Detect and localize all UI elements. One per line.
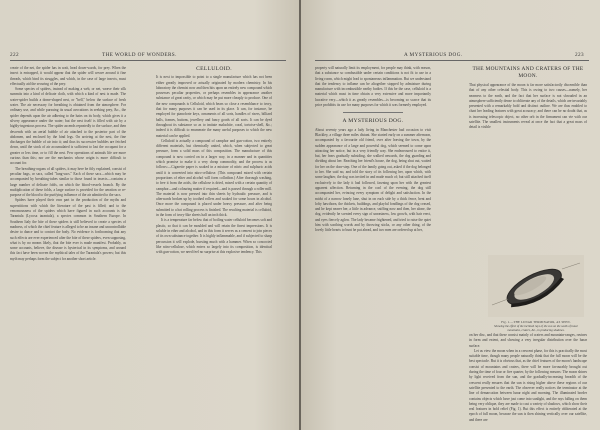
paragraph: property will naturally limit its employment, for people may think, with reason, that a substance so combustible under certain conditions is not fit to use in a living room, which might lead to spontaneous inflammation. But we understand that the tendency to inflame can be altogether stopped by admixture during manufacture with incombustible earthy bodies. If this be the case, celluloid is a material which must in time obtain a very extensive and more importantly lucrative very—which it as greatly resembles—is becoming so scarce that its price prohibits its use for many purposes for which it was formerly employed.	[315, 66, 431, 108]
paragraph: Celluloid is actually a compound of camphor and gun-cotton, two entirely different materials, but chemically united, which, when subjected to great pressure, form a solid mass of this composition. The manufacture of this compound is now carried on in a larger way, in a manner and in quantities which promise to make it a very cheap commodity, and the process is as follows:—Cigarette paper is soaked in a mixture of nitric and sulphuric acids until it is converted into nitro-cellulose. (This compound mixed with certain proportions of ether and alcohol will form collodion.) After thorough washing, to free it from the acids, the cellulose is dried, mixed with a certain quantity of camphor—and colouring matter if required—and is passed through a roller mill. The material is now pressed into thin sheets by hydraulic pressure, and is afterwards broken up by toothed rollers and soaked for some hours in alcohol. Once more the compound is placed under heavy pressure, and after being submitted to a hot rolling process is finished. The resulting material is celluloid, in the form of ivory-like sheets half an inch thick.	[156, 138, 272, 218]
section-heading-celluloid: CELLULOID.	[196, 66, 232, 72]
paragraph: About seventy years ago a lady living in Manchester had occasion to visit Blackley, a village three miles distant. She started early on a summer afternoon, accompanied by a favourite old friend, over after leaving the town, by the sudden appearance of a large and powerful dog, which seemed to come upon attracting her notice, but in a very friendly way. She endeavoured to entice it, but, her fears gradually subsiding, she walked onwards, the dog guarding and dividing about her. Reaching her friend's house, the dog, being shut out, waited for her on the door-step. One of the family going out, asked if the dog belonged to her. She said no, and told the story of its following her, upon which, with some laughter, the dog was invited in and made much of; but still attached itself exclusively to the lady it had followed, fawning upon her with the greatest apparent affection. Returning in the cool of the evening, the dog still accompanied her, evincing every symptom of delight and satisfaction. In the midst of a narrow lonely lane, shut in on each side by a thick fence, bent and lofty hawthorn, the thickets, buildings, and playful fondlings of the dog ceased, and he kept nearer her, a little in advance, sniffing now and then, her alone, the dog, evidently he scented every sign of uneasiness, low growls, with hair erect, and eyes fiercely aglow. The lady became frightened, and tried to raise the quiet him with soothing words and by throwing sticks, or any other thing, of the lovely little hearts to bunt he put ahead, and two men are ordered up at her,	[315, 127, 431, 233]
paragraph: Let us view the moon when in a crescent phase, for this is practically the most suitable time, though many people naturally think that the full moon will be the best spectacle. But it is obvious that, as the chief features of the moon's landscape consist of mountains and craters, there will be more favourably brought out during the time of four or five quarter, by the following reasons: The moon shines by light received from the sun, and the gradually-increasing breadth of the crescent really ensures that the sun is rising higher above these regions of our satellite presented to the earth. The observer really notices the terminator at the line of demarcation between lunar night and morning. The illuminated border contains objects which have just come into sunlight, and the rays falling on them being very oblique, they are made to cast a variety of shadows, which show their real features in bold relief (Fig. 1). But this effect is entirely obliterated at the epoch of full moon, because the sun is then shining vertically over our satellite, and there are	[469, 348, 587, 422]
paragraph: It is a temperature far below that of boiling water celluloid becomes soft and plastic, so that it can be moulded and will retain the finest impressions. It is soluble in ether and alcohol, and in this form it serves as a cement to join pieces of its own substance together. It is highly inflammable, and if subjected to sharp percussion it will explode, bursting much with a hammer. When so concocted like nitro-cellulose, which enters so largely into its composition, is identical with gun-cotton, we need feel no surprise at this explosive tendency. This	[156, 218, 272, 255]
left-running-head: THE WORLD OF WONDERS.	[102, 52, 177, 58]
right-page	[301, 0, 600, 430]
left-column-2	[156, 66, 272, 414]
left-column-1	[10, 66, 126, 414]
paragraph: create of the net, the spider has in wait, head down-wards, for prey. When the insect is entrapped, it would appear that the spider will weave around it fine threads, which bind its struggles, and which, in the case of large insects, must effectually aid the securing of the prey.	[10, 66, 126, 86]
header-rule	[10, 60, 286, 61]
left-page	[0, 0, 299, 430]
section-heading-moon: THE MOUNTAINS AND CRATERS OF THE MOON.	[472, 66, 584, 79]
paragraph: Spiders have played their own part in the production of the myths and superstitions with which the literature of the past is filled; and to the venomousness of the spiders which have figured in such accounts is the Tarantula (Lycosa tarantula), a species common in Southern Europe. In Southern Italy the bite of these spiders is still believed to create a species of madness, of which the chief feature is alleged to be an insane and uncontrollable desire to dance and to contort the body. No evidence is forthcoming that any such effects are ever experienced after the bite of these spiders, even supposing, what is by no means likely, that the bite ever is made manifest. Probably, as some accounts, believe, the disease is hysterical in its symptoms, and around this fact have been woven the mythical tales of the Tarantula's powers; but this myth may perhaps form the subject for another short article.	[10, 198, 126, 261]
paragraph: Some species of spiders, instead of making a web, or net, weave their silk summits into a kind of delicate cloth, with which a kind of nest is made. The water-spider builds a dome-shaped nest, or "bell," below the surface of fresh water. The air necessary for breathing is obtained from the atmosphere. For ordinary use, and while pursuing its usual avocations in seeking prey, &c., the spider depends upon the air adhering to the hairs on its body, which gives it a silvery appearance under the water; but the nest itself is filled with air by a highly-ingenious process. The spider ascends repeatedly to the surface, and then descends with an aerial bubble of air attached to the posterior part of the abdomen, and enclosed by the hind legs. On arriving at the nest, the fine discharges the bubble of air into it; and thus its successive bubbles are fetched down, until the stock of air accumulated is sufficient to last the occupant for a greater or less time, or to fill the nest. Few operations of animals life are more curious than this; nor are the mechanics whose origin is more difficult to account for.	[10, 87, 126, 166]
figure-caption-description: Showing the effect of the inclined rays of the sun on the walls of lunar mountains, craters, &c., in producing shadows.	[494, 324, 578, 332]
right-running-head: A MYSTERIOUS DOG.	[404, 52, 463, 58]
right-page-number: 223	[575, 52, 584, 58]
paragraph: It is next to impossible to point to a single manufacture which has not been either greatly improved or actually originated by modern chemistry. In his laboratory the chemist now and then hits upon an entirely new compound which possesses peculiar properties, or perhaps resembles in appearance another substance of great rarity, or which may be put more cheaply to produce. One of the new compounds is Celluloid, which bears so close a resemblance to ivory, that for many purposes it can be used in its place. It can, for instance, be employed for pianoforte keys, ornaments of all sorts, handles of risers, billiard balls, frames, buttons, jewellery and fancy goods of all sorts. It can be dyed throughout its substance so as to imitate malachite, coral, tortoise-shell, &c.; indeed it is difficult to enumerate the many useful purposes to which the new material can be applied.	[156, 75, 272, 138]
lunar-terminator-illustration	[488, 255, 584, 317]
figure-caption	[488, 320, 584, 332]
header-rule	[315, 60, 589, 61]
paragraph: That physical appearance of the moon is far more satisfactorily discernible than that of any other celestial body. This is owing to two causes—namely, her nearness to the earth, and the fact that her surface is not shrouded in an atmosphere sufficiently dense to obliterate any of the details, which are invariably presented with a remarkably bold and distinct outline. We are thus enabled to chart her leading features with great accuracy; and there can be no doubt that, as is increasing telescopic object, no other orb in the firmament can vie with our satellite. The smallest instruments reveal at once the fact that a great mass of detail is visible	[469, 83, 587, 130]
paragraph: on her disc, and that these consist mainly of craters and mountain-ranges, ravines in form and extent, and showing a very irregular distribution over the lunar surface.	[469, 333, 587, 348]
right-column-1	[315, 66, 431, 414]
figure-caption-title: Fig. 1.—THE LUNAR TERMINATOR, AS SEEN.	[501, 320, 571, 324]
right-column-2-bottom	[469, 333, 587, 422]
section-divider	[343, 112, 403, 113]
left-page-number: 222	[10, 52, 19, 58]
section-heading-mysterious-dog: A MYSTERIOUS DOG.	[342, 118, 404, 125]
paragraph: The breathing-organs of all spiders, it may here be fitly explained, consist of peculiar bags, or sacs, called "lung-sacs." Each of these sacs—which may be accompanied by breathing-tubes similar to those found in insects—contains a large number of delicate folds, on which the blood-vessels branch. By the multiplication of these folds, a large surface is provided for the aeration or re-purpose of the blood to the purifying influence of the air admitted to the sacs.	[10, 166, 126, 198]
right-column-2-top	[469, 66, 587, 249]
